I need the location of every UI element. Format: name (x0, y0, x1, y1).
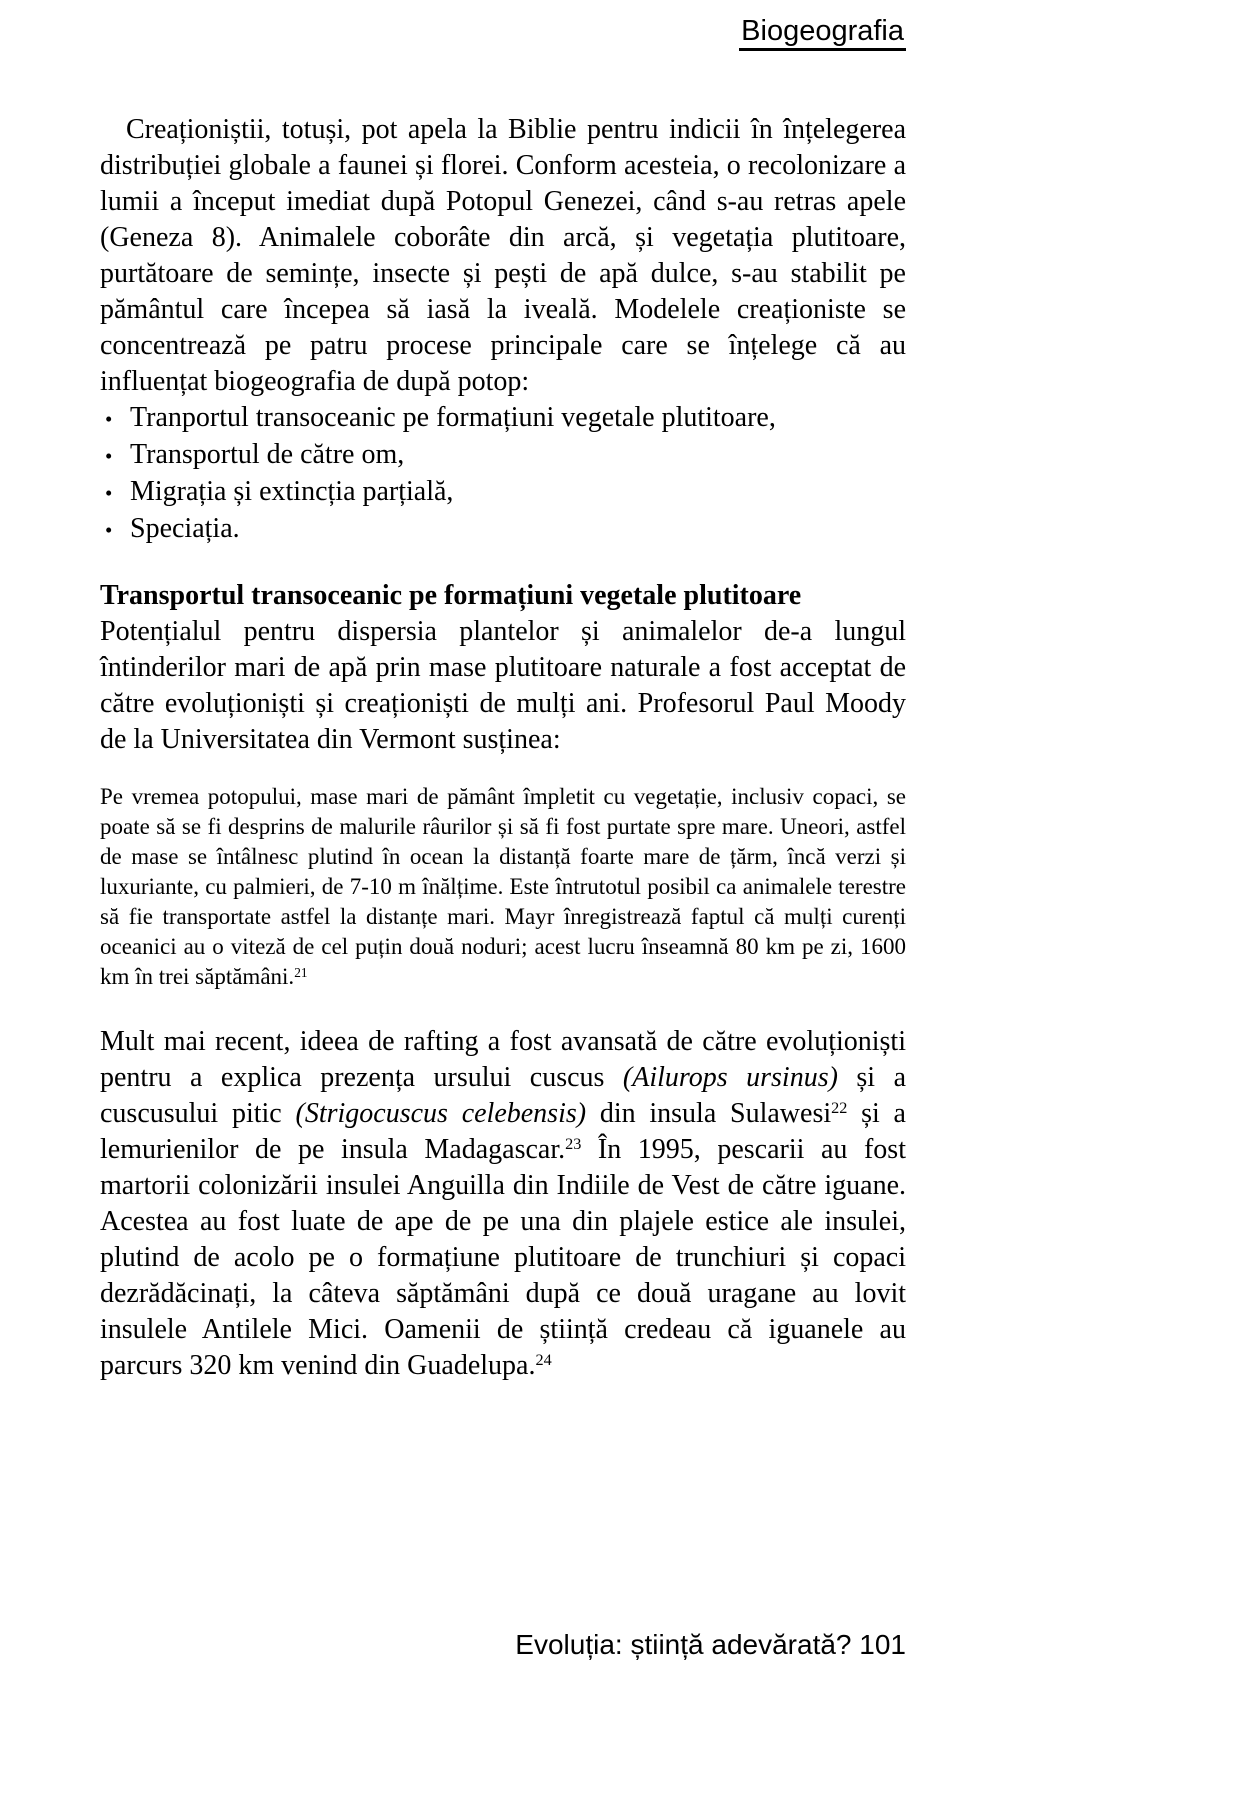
bullet-icon: • (105, 518, 113, 542)
list-item-label: Speciația. (130, 513, 240, 544)
list-item (100, 474, 906, 511)
list-item-label: Transportul de către om, (130, 439, 405, 470)
footer-book-title: Evoluția: știință adevărată? (515, 1629, 852, 1660)
section-heading: Transportul transoceanic pe formațiuni vegetale plutitoare (100, 580, 802, 611)
footer-page-number: 101 (859, 1629, 906, 1660)
bullet-list (100, 400, 906, 548)
bullet-icon: • (105, 407, 113, 431)
bullet-icon: • (105, 444, 113, 468)
page-content (100, 112, 906, 1384)
paragraph-rafting (100, 1024, 906, 1384)
quote-text: Pe vremea potopului, mase mari de pământ împletit cu vegetație, inclusiv copaci, se poate să se fi desprins de malurile râurilor și să fi fost purtate spre mare. Uneori, astfel de mase se întâlnesc plutind în ocean la distanță foarte mare de țărm, încă verzi și luxuriante, cu palmieri, de 7-10 m înălțime. Este întrutotul posibil ca animalele terestre să fie transportate astfel la distanțe mari. Mayr înregistrează faptul că mulți curenți oceanici au o viteză de cel puțin două noduri; acest lucru înseamnă 80 km pe zi, 1600 km în trei săptămâni. (100, 784, 906, 989)
paragraph-text: și a lemurienilor de pe insula Madagascar. (100, 1098, 906, 1165)
running-header (100, 14, 906, 48)
species-name-latin: (Strigocuscus celebensis) (295, 1098, 587, 1129)
species-name-latin: (Ailurops ursinus) (622, 1062, 838, 1093)
block-quote (100, 782, 906, 992)
page-footer (100, 1628, 906, 1662)
paragraph-text: și a cuscusului pitic (100, 1062, 906, 1129)
list-item (100, 437, 906, 474)
paragraph-text: din insula Sulawesi (586, 1098, 832, 1129)
footnote-ref-23: 23 (565, 1135, 582, 1154)
footnote-ref-21: 21 (294, 964, 308, 980)
bullet-icon: • (105, 481, 113, 505)
footnote-ref-24: 24 (535, 1351, 552, 1370)
list-item-label: Migrația și extincția parțială, (130, 476, 454, 507)
list-item (100, 511, 906, 548)
paragraph-text: Mult mai recent, ideea de rafting a fost avansată de către evoluționiști pentru a explica prezența ursului cuscus (100, 1026, 906, 1093)
list-item-label: Tranportul transoceanic pe formațiuni vegetale plutitoare, (130, 402, 776, 433)
list-item (100, 400, 906, 437)
footnote-ref-22: 22 (831, 1099, 848, 1118)
chapter-title: Biogeografia (739, 15, 906, 51)
paragraph-intro: Creaționiștii, totuși, pot apela la Biblie pentru indicii în înțelegerea distribuției globale a faunei și florei. Conform acesteia, o recolonizare a lumii a început imediat după Potopul Genezei, când s-au retras apele (Geneza 8). Animalele coborâte din arcă, și vegetația plutitoare, purtătoare de semințe, insecte și pești de apă dulce, s-au stabilit pe pământul care începea să iasă la iveală. Modelele creaționiste se concentrează pe patru procese principale care se înțelege că au influențat biogeografia de după potop: (100, 114, 906, 397)
paragraph-text: În 1995, pescarii au fost martorii colonizării insulei Anguilla din Indiile de Vest de către iguane. Acestea au fost luate de ape de pe una din plajele estice ale insulei, plutind de acolo pe o formațiune plutitoare de trunchiuri și copaci dezrădăcinați, la câteva săptămâni după ce două uragane au lovit insulele Antilele Mici. Oamenii de știință credeau că iguanele au parcurs 320 km venind din Guadelupa. (100, 1134, 906, 1381)
paragraph-dispersal: Potențialul pentru dispersia plantelor și animalelor de-a lungul întinderilor mari de apă prin mase plutitoare naturale a fost acceptat de către evoluționiști și creaționiști de mulți ani. Profesorul Paul Moody de la Universitatea din Vermont susținea: (100, 616, 906, 755)
